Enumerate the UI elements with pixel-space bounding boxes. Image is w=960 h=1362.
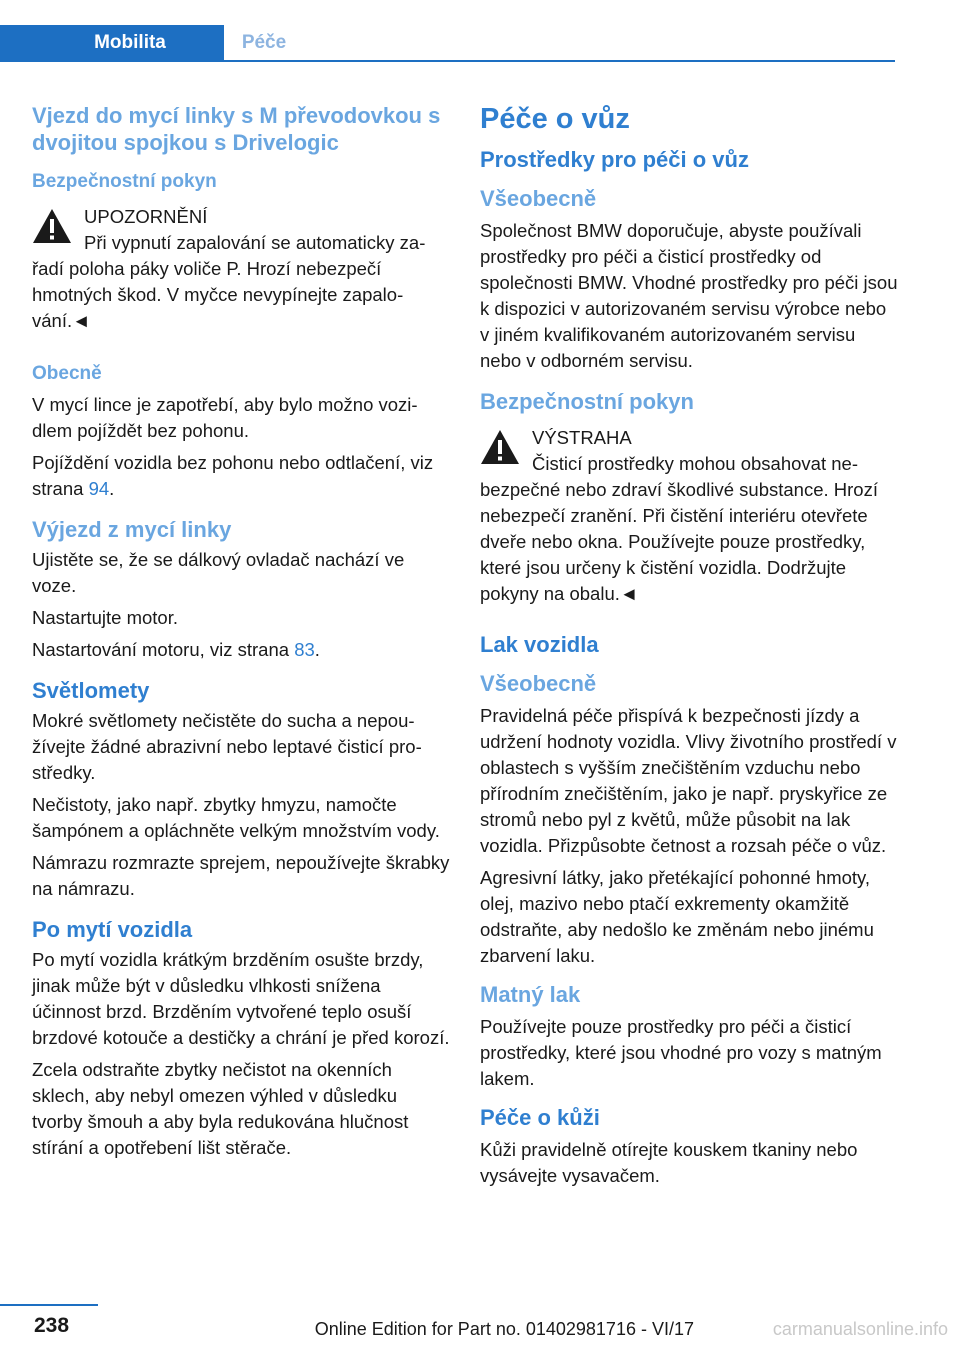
- products-heading: Prostředky pro péči o vůz: [480, 147, 749, 172]
- safety-heading: Bezpečnostní pokyn: [32, 171, 217, 192]
- warning-triangle-icon: [480, 429, 520, 465]
- warning-text: Při vypnutí zapalování se automaticky zařadí poloha páky voliče P. Hrozí nebezpečí hmotných škod. V myčce nevypínejte zapalování.◄: [32, 232, 426, 331]
- section-title-car-wash: Vjezd do mycí linky s M převodovkou s dvojitou spojkou s Drivelogic: [32, 103, 441, 155]
- paragraph: Mokré světlomety nečistěte do sucha a nepoužívejte žádné abrazivní nebo leptavé čisticí prostředky.: [32, 710, 422, 783]
- general-heading: Všeobecně: [480, 671, 597, 696]
- page-number: 238: [34, 1314, 70, 1337]
- edition-text: Online Edition for Part no. 01402981716 - VI/17: [314, 1319, 694, 1339]
- section-title-car-care: Péče o vůz: [480, 103, 630, 135]
- page-link-94[interactable]: 94: [88, 478, 110, 499]
- exit-heading: Výjezd z mycí linky: [32, 517, 232, 542]
- right-column: [480, 98, 900, 1195]
- paragraph: Po mytí vozidla krátkým brzděním osušte brzdy, jinak může být v důsledku vlhkosti snížena účinnost brzd. Brzděním vytvořené teplo osuší brzdové kotouče a destičky a chrání je před korozí.: [32, 949, 450, 1048]
- paragraph: Nastartujte motor.: [32, 607, 179, 628]
- footer-rule: [0, 1304, 98, 1306]
- tab-mobilita[interactable]: Mobilita: [0, 25, 224, 61]
- left-column: [32, 98, 450, 1167]
- paragraph: Používejte pouze prostředky pro péči a čisticí prostředky, které jsou vhodné pro vozy s matným lakem.: [480, 1016, 882, 1089]
- leather-care-heading: Péče o kůži: [480, 1105, 600, 1130]
- paragraph: Společnost BMW doporučuje, abyste používali prostředky pro péči a čisticí prostředky od společnosti BMW. Vhodné prostředky pro péči jsou k dispozici v autorizovaném servisu výrobce nebo v jiném kvalifikovaném autorizovaném servisu nebo v odborném servisu.: [480, 220, 898, 371]
- paragraph: Nastartování motoru, viz strana 83.: [32, 639, 320, 660]
- after-wash-heading: Po mytí vozidla: [32, 917, 193, 942]
- header-rule: [0, 60, 895, 62]
- matte-paint-heading: Matný lak: [480, 982, 581, 1007]
- watermark-text: carmanualsonline.info: [772, 1319, 948, 1339]
- general-heading: Všeobecně: [480, 186, 597, 211]
- page-header: [0, 0, 960, 62]
- safety-heading: Bezpečnostní pokyn: [480, 389, 694, 414]
- warning-label: VÝSTRAHA: [532, 427, 632, 448]
- warning-triangle-icon: [32, 208, 72, 244]
- paragraph: Námrazu rozmrazte sprejem, nepoužívejte škrabky na námrazu.: [32, 852, 450, 899]
- paragraph: Zcela odstraňte zbytky nečistot na okenních sklech, aby nebyl omezen výhled v důsledku tvorby šmouh a aby byla redukována hlučnost stírání a opotřebení lišt stěrače.: [32, 1059, 409, 1158]
- paragraph: Agresivní látky, jako přetékající pohonné hmoty, olej, mazivo nebo ptačí exkrementy okamžitě odstraňte, aby nedošlo ke změnám nebo jinému zbarvení laku.: [480, 867, 874, 966]
- warning-label: UPOZORNĚNÍ: [84, 206, 208, 227]
- warning-block: [480, 425, 900, 607]
- paragraph: Nečistoty, jako např. zbytky hmyzu, namočte šampónem a opláchněte velkým množstvím vody.: [32, 794, 440, 841]
- page-link-83[interactable]: 83: [294, 639, 315, 660]
- general-heading: Obecně: [32, 363, 102, 384]
- paint-heading: Lak vozidla: [480, 632, 599, 657]
- paragraph: Pravidelná péče přispívá k bezpečnosti jízdy a udržení hodnoty vozidla. Vlivy životního prostředí v oblastech s vyšším znečištěním vzduchu nebo přírodním znečištěním, jako je např. pryskyřice ze stromů nebo pyl z květů, může působit na lak vozidla. Přizpůsobte četnost a rozsah péče o vůz.: [480, 705, 897, 856]
- warning-text: Čisticí prostředky mohou obsahovat nebezpečné nebo zdraví škodlivé substance. Hrozí nebezpečí zranění. Při čistění interiéru otevřete dveře nebo okna. Používejte pouze prostředky, které jsou určeny k čistění vozidla. Dodržujte pokyny na obalu.◄: [480, 453, 878, 604]
- warning-block: [32, 204, 450, 334]
- tab-pece[interactable]: Péče: [241, 32, 287, 53]
- paragraph: Kůži pravidelně otírejte kouskem tkaniny nebo vysávejte vysavačem.: [480, 1139, 858, 1186]
- paragraph: V mycí lince je zapotřebí, aby bylo možno vozidlem pojíždět bez pohonu.: [32, 394, 418, 441]
- headlights-heading: Světlomety: [32, 678, 150, 703]
- paragraph: Ujistěte se, že se dálkový ovladač nachází ve voze.: [32, 549, 405, 596]
- paragraph: Pojíždění vozidla bez pohonu nebo odtlačení, viz strana 94.: [32, 452, 434, 499]
